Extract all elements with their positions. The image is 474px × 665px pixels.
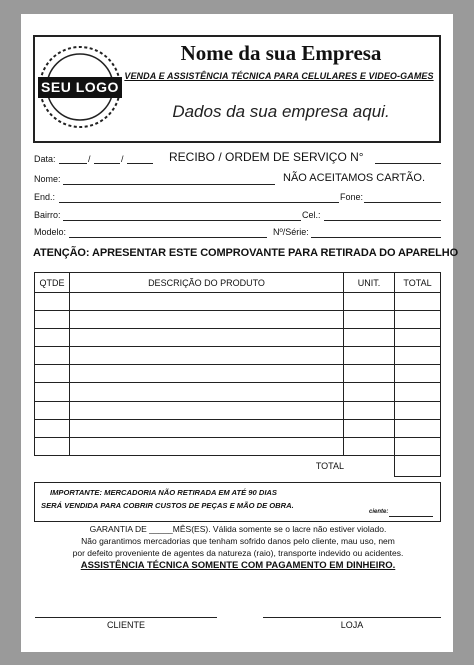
description-cell[interactable]	[70, 347, 344, 365]
total-cell[interactable]	[395, 329, 441, 347]
important-line-1: IMPORTANTE: MERCADORIA NÃO RETIRADA EM ATÉ 90 DIAS	[50, 488, 277, 497]
date-label: Data:	[34, 154, 56, 164]
address-line[interactable]	[59, 202, 339, 203]
phone-line[interactable]	[364, 202, 441, 203]
client-aware-label: ciente:	[369, 509, 389, 515]
qty-cell[interactable]	[35, 401, 70, 419]
receipt-number-line[interactable]	[375, 163, 441, 164]
phone-label: Fone:	[340, 192, 364, 202]
grand-total-label: TOTAL	[35, 455, 395, 476]
warranty-line-1: GARANTIA DE _____MÊS(ES). Válida somente se o lacre não estiver violado.	[89, 524, 387, 534]
qty-cell[interactable]	[35, 365, 70, 383]
logo-text: SEU LOGO	[41, 79, 119, 95]
total-cell[interactable]	[395, 419, 441, 437]
no-card-notice: NÃO ACEITAMOS CARTÃO.	[283, 172, 426, 184]
table-row	[35, 419, 441, 437]
qty-cell[interactable]	[35, 311, 70, 329]
description-cell[interactable]	[70, 365, 344, 383]
qty-cell[interactable]	[35, 329, 70, 347]
unit-cell[interactable]	[344, 329, 395, 347]
unit-cell[interactable]	[344, 293, 395, 311]
unit-cell[interactable]	[344, 383, 395, 401]
warranty-line-2: Não garantimos mercadorias que tenham sofrido danos pelo cliente, mau uso, nem	[81, 536, 395, 546]
col-header-total: TOTAL	[395, 273, 441, 293]
qty-cell[interactable]	[35, 419, 70, 437]
receipt-title: RECIBO / ORDEM DE SERVIÇO N°	[169, 150, 364, 164]
company-data: Dados da sua empresa aqui.	[172, 102, 390, 121]
table-row	[35, 437, 441, 455]
date-separator: /	[121, 154, 124, 164]
receipt-sheet	[21, 14, 459, 652]
warranty-line-3: por defeito proveniente de agentes da natureza (raio), transporte indevido ou acidentes.	[72, 548, 404, 558]
items-table	[34, 272, 441, 477]
serial-label: Nº/Série:	[273, 227, 309, 237]
store-signature-line[interactable]	[263, 617, 441, 618]
description-cell[interactable]	[70, 293, 344, 311]
table-row	[35, 383, 441, 401]
attention-notice: ATENÇÃO: APRESENTAR ESTE COMPROVANTE PARA RETIRADA DO APARELHO	[33, 247, 459, 259]
unit-cell[interactable]	[344, 347, 395, 365]
name-label: Nome:	[34, 174, 61, 184]
client-signature-line[interactable]	[35, 617, 217, 618]
table-row	[35, 293, 441, 311]
total-cell[interactable]	[395, 365, 441, 383]
model-label: Modelo:	[34, 227, 67, 237]
client-signature-label: CLIENTE	[106, 620, 145, 630]
total-cell[interactable]	[395, 347, 441, 365]
serial-line[interactable]	[311, 237, 441, 238]
qty-cell[interactable]	[35, 293, 70, 311]
table-row	[35, 401, 441, 419]
date-month-line[interactable]	[94, 163, 120, 164]
cell-line[interactable]	[324, 220, 441, 221]
qty-cell[interactable]	[35, 383, 70, 401]
total-cell[interactable]	[395, 383, 441, 401]
table-row	[35, 347, 441, 365]
description-cell[interactable]	[70, 311, 344, 329]
name-line[interactable]	[63, 184, 275, 185]
district-label: Bairro:	[34, 210, 61, 220]
client-aware-line[interactable]	[389, 516, 433, 517]
description-cell[interactable]	[70, 437, 344, 455]
table-row	[35, 311, 441, 329]
date-year-line[interactable]	[127, 163, 153, 164]
date-separator: /	[88, 154, 91, 164]
company-name: Nome da sua Empresa	[180, 41, 382, 65]
total-cell[interactable]	[395, 293, 441, 311]
total-row	[35, 455, 441, 476]
important-notice-box	[34, 482, 441, 522]
model-line[interactable]	[69, 237, 267, 238]
date-day-line[interactable]	[59, 163, 87, 164]
col-header-qty: QTDE	[35, 273, 70, 293]
cash-only-notice: ASSISTÊNCIA TÉCNICA SOMENTE COM PAGAMENTO EM DINHEIRO.	[80, 560, 396, 571]
description-cell[interactable]	[70, 401, 344, 419]
unit-cell[interactable]	[344, 401, 395, 419]
company-tagline: VENDA E ASSISTÊNCIA TÉCNICA PARA CELULARES E VIDEO-GAMES	[124, 71, 434, 81]
unit-cell[interactable]	[344, 311, 395, 329]
cell-label: Cel.:	[302, 210, 321, 220]
description-cell[interactable]	[70, 383, 344, 401]
total-cell[interactable]	[395, 401, 441, 419]
unit-cell[interactable]	[344, 437, 395, 455]
description-cell[interactable]	[70, 419, 344, 437]
total-cell[interactable]	[395, 437, 441, 455]
important-line-2: SERÁ VENDIDA PARA COBRIR CUSTOS DE PEÇAS E MÃO DE OBRA.	[41, 501, 294, 510]
description-cell[interactable]	[70, 329, 344, 347]
district-line[interactable]	[63, 220, 301, 221]
grand-total-value[interactable]	[395, 455, 441, 476]
table-row	[35, 329, 441, 347]
total-cell[interactable]	[395, 311, 441, 329]
unit-cell[interactable]	[344, 419, 395, 437]
store-signature-label: LOJA	[340, 620, 364, 630]
col-header-description: DESCRIÇÃO DO PRODUTO	[70, 273, 344, 293]
address-label: End.:	[34, 192, 56, 202]
unit-cell[interactable]	[344, 365, 395, 383]
table-row	[35, 365, 441, 383]
qty-cell[interactable]	[35, 347, 70, 365]
qty-cell[interactable]	[35, 437, 70, 455]
col-header-unit: UNIT.	[344, 273, 395, 293]
